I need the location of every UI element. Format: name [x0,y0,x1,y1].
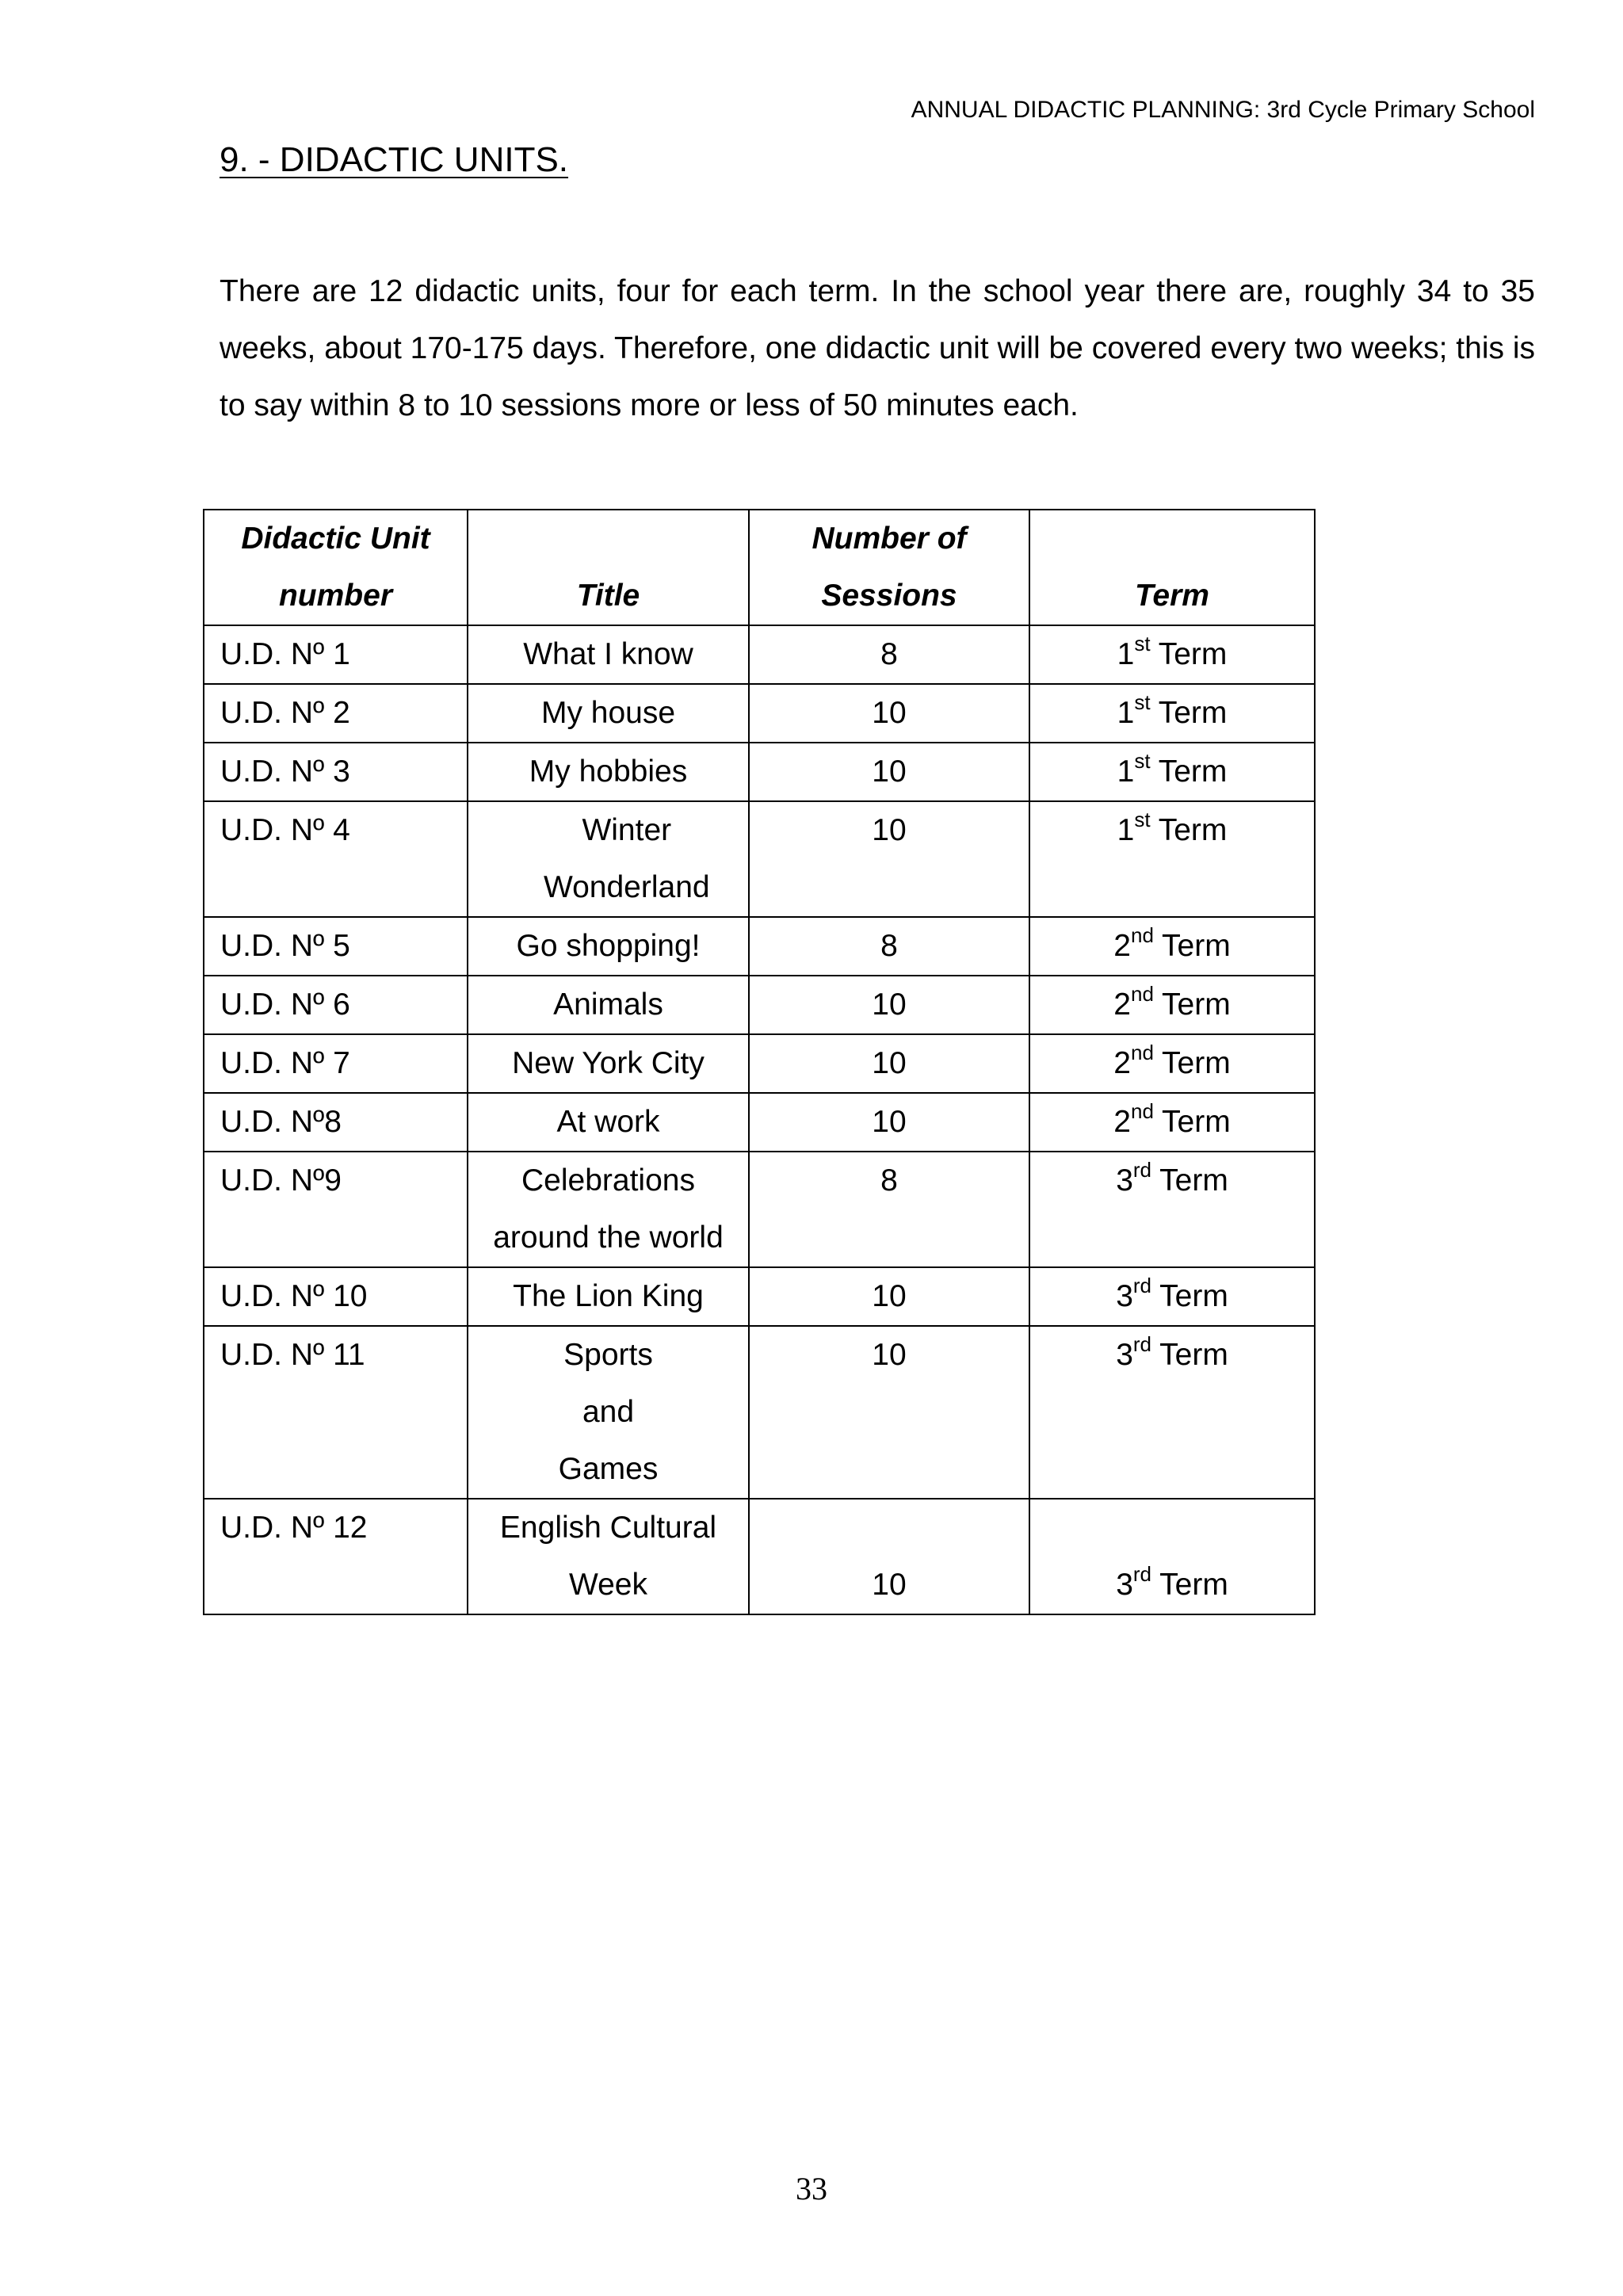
unit-title: New York City [512,1046,705,1080]
term-cell [1029,1326,1315,1499]
table-row [204,1267,1315,1326]
term-cell [1029,801,1315,917]
term-word: Term [1151,1279,1228,1313]
sessions-cell: 10 [749,1034,1029,1093]
header-term [1029,510,1315,625]
table-row [204,1093,1315,1152]
unit-title-cell [468,625,749,684]
sessions-cell: 8 [749,917,1029,976]
header-sessions-line1: Number of [812,521,967,556]
sessions-cell: 8 [749,1152,1029,1267]
term-word: Term [1150,755,1228,789]
unit-title: My house [540,696,676,730]
table-row [204,625,1315,684]
term-cell [1029,1034,1315,1093]
table-row [204,1034,1315,1093]
unit-title: Go shopping! [516,929,701,963]
term-suffix: st [1134,808,1151,831]
term-suffix: rd [1132,1562,1152,1586]
term-word: Term [1151,1568,1228,1602]
sessions-cell: 10 [749,684,1029,743]
term-number: 3 [1116,1338,1133,1372]
unit-title: The Lion King [513,1279,704,1313]
term-word: Term [1151,1338,1228,1372]
term-suffix: nd [1130,982,1154,1006]
term-number: 3 [1116,1568,1133,1602]
unit-number-cell: U.D. Nº 7 [204,1034,468,1093]
unit-number-cell: U.D. Nº9 [204,1152,468,1267]
sessions-cell: 10 [749,801,1029,917]
term-suffix: nd [1130,1099,1154,1123]
term-word: Term [1153,1105,1231,1139]
term-cell [1029,1499,1315,1614]
sessions-cell: 10 [749,1267,1029,1326]
sessions-cell: 10 [749,1093,1029,1152]
section-heading: 9. - DIDACTIC UNITS. [220,140,569,179]
term-number: 3 [1116,1279,1133,1313]
unit-number-cell: U.D. Nº8 [204,1093,468,1152]
unit-title-cell [468,684,749,743]
term-word: Term [1153,988,1231,1022]
table-row [204,684,1315,743]
unit-number-cell: U.D. Nº 3 [204,743,468,801]
header-term-label: Term [1135,579,1209,613]
term-suffix: st [1134,690,1151,714]
term-suffix: nd [1130,1041,1154,1064]
term-number: 2 [1113,929,1131,963]
term-suffix: rd [1132,1274,1152,1297]
term-suffix: rd [1132,1158,1152,1182]
term-cell [1029,743,1315,801]
page-number: 33 [796,2171,827,2206]
unit-number-cell: U.D. Nº 2 [204,684,468,743]
sessions-cell: 10 [749,1326,1029,1499]
term-cell [1029,917,1315,976]
table-row [204,1326,1315,1499]
table-row [204,743,1315,801]
term-word: Term [1151,1163,1228,1198]
unit-title-cell [468,743,749,801]
term-word: Term [1150,696,1228,730]
table-row [204,917,1315,976]
term-cell [1029,625,1315,684]
sessions-cell: 10 [749,976,1029,1034]
unit-title: Sports and Games [558,1338,659,1486]
intro-paragraph: There are 12 didactic units, four for each term. In the school year there are, roughly 34 to 35 weeks, about 170-175 days. Therefore, one didactic unit will be covered every two weeks; this is to say within 8 to 10 sessions more or less of 50 minutes each. [220,274,1535,422]
unit-title: At work [556,1105,660,1139]
unit-number-cell: U.D. Nº 5 [204,917,468,976]
term-number: 2 [1113,988,1131,1022]
term-number: 1 [1117,755,1135,789]
unit-title-cell [468,1267,749,1326]
unit-title-cell [468,1152,749,1267]
term-cell [1029,1093,1315,1152]
term-number: 1 [1117,696,1135,730]
unit-number-cell: U.D. Nº 6 [204,976,468,1034]
unit-title-cell [468,1034,749,1093]
term-suffix: nd [1130,923,1154,947]
unit-title: My hobbies [529,755,688,789]
term-number: 1 [1117,637,1135,671]
header-title [468,510,749,625]
term-word: Term [1153,1046,1231,1080]
header-unit-number-line1: Didactic Unit [241,521,430,556]
table-row [204,1499,1315,1614]
term-number: 2 [1113,1105,1131,1139]
unit-title: Animals [553,988,663,1022]
term-number: 3 [1116,1163,1133,1198]
term-suffix: st [1134,749,1151,773]
header-sessions [749,510,1029,625]
unit-title-cell [468,1499,749,1614]
term-number: 2 [1113,1046,1131,1080]
unit-number-cell: U.D. Nº 10 [204,1267,468,1326]
unit-title-cell [468,1326,749,1499]
unit-number-cell: U.D. Nº 11 [204,1326,468,1499]
term-cell [1029,976,1315,1034]
header-title-label: Title [576,579,640,613]
table-row [204,1152,1315,1267]
unit-title-cell [468,976,749,1034]
table-row [204,801,1315,917]
table-row [204,976,1315,1034]
unit-title: Celebrations around the world [493,1163,724,1255]
unit-title: Winter Wonderland [544,813,710,904]
unit-number-cell: U.D. Nº 12 [204,1499,468,1614]
term-cell [1029,1267,1315,1326]
term-suffix: rd [1132,1332,1152,1356]
running-header: ANNUAL DIDACTIC PLANNING: 3rd Cycle Primary School [911,97,1535,123]
sessions-cell: 10 [749,743,1029,801]
unit-title: English Cultural Week [499,1511,717,1602]
term-word: Term [1153,929,1231,963]
header-unit-number-line2: number [278,579,392,613]
header-unit-number [204,510,468,625]
term-cell [1029,684,1315,743]
term-word: Term [1150,813,1228,847]
term-suffix: st [1134,632,1151,655]
unit-title-cell [468,1093,749,1152]
term-word: Term [1150,637,1228,671]
unit-number-cell: U.D. Nº 4 [204,801,468,917]
term-number: 1 [1117,813,1135,847]
term-cell [1029,1152,1315,1267]
table-header-row [204,510,1315,625]
unit-number-cell: U.D. Nº 1 [204,625,468,684]
sessions-cell: 10 [749,1499,1029,1614]
sessions-cell: 8 [749,625,1029,684]
didactic-units-table [203,509,1316,1615]
unit-title: What I know [523,637,693,671]
unit-title-cell [468,801,749,917]
header-sessions-line2: Sessions [821,579,957,613]
unit-title-cell [468,917,749,976]
